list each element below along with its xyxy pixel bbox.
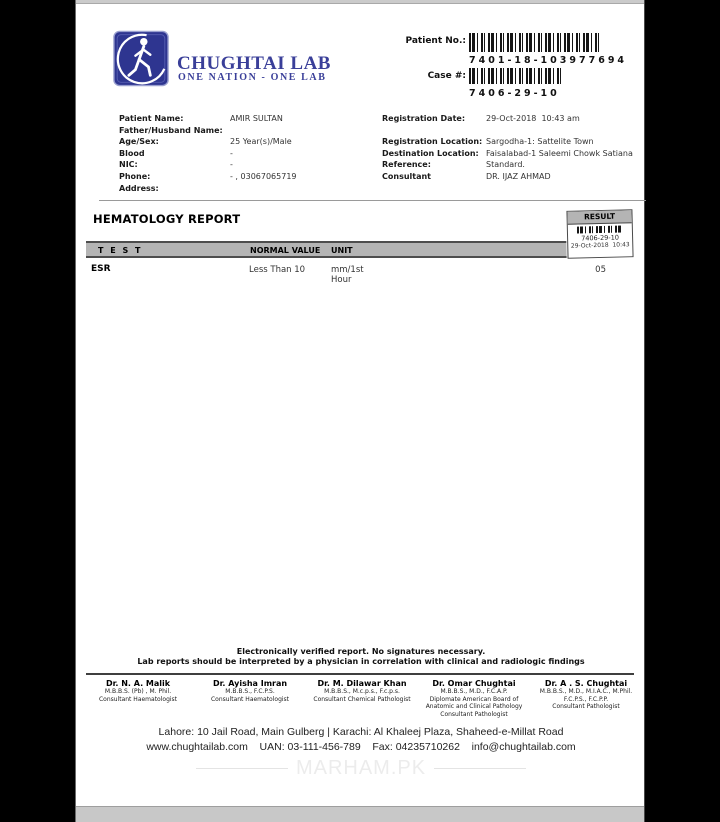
verified-note-line1: Electronically verified report. No signatures necessary. bbox=[236, 647, 486, 656]
info-row bbox=[119, 114, 379, 126]
doctor-credential: Consultant Chemical Pathologist bbox=[313, 695, 411, 703]
doctor-credential: Consultant Haematologist bbox=[98, 695, 178, 703]
watermark bbox=[76, 757, 646, 780]
brand-tagline: ONE NATION - ONE LAB bbox=[178, 72, 327, 83]
field-label: NIC: bbox=[119, 160, 138, 170]
field-value: DR. IJAZ AHMAD bbox=[486, 171, 551, 181]
field-value: Sargodha-1: Sattelite Town bbox=[486, 137, 594, 147]
doctor-name: Dr. M. Dilawar Khan bbox=[317, 679, 407, 688]
doctor-credential: M.B.B.S., M.c.p.s., F.c.p.s. bbox=[324, 688, 400, 695]
walking-man-icon bbox=[113, 30, 169, 87]
footer-divider bbox=[86, 673, 634, 675]
case-no-label: Case #: bbox=[427, 71, 466, 81]
doctor-name: Dr. Omar Chughtai bbox=[432, 679, 516, 688]
doctor-name: Dr. N. A. Malik bbox=[105, 679, 171, 688]
doctor-credential: Anatomic and Clinical Pathology bbox=[425, 703, 523, 711]
doctor-credential: M.B.B.S., M.D., F.C.A.P. bbox=[440, 688, 508, 695]
info-row bbox=[119, 126, 379, 138]
result-sticker-barcode bbox=[577, 225, 623, 233]
doctor-block bbox=[420, 679, 528, 718]
brand-name: CHUGHTAI LAB bbox=[177, 53, 331, 74]
info-row bbox=[382, 160, 644, 172]
lab-contact-line: www.chughtailab.com UAN: 03-111-456-789 Fax: 04235710262 info@chughtailab.com bbox=[146, 741, 576, 753]
info-row bbox=[119, 184, 379, 196]
doctor-name: Dr. A . S. Chughtai bbox=[544, 679, 628, 688]
column-header-normal-value: NORMAL VALUE bbox=[250, 246, 321, 255]
patient-no-barcode bbox=[469, 33, 601, 52]
test-unit: mm/1st Hour bbox=[331, 265, 364, 285]
verified-note-line2: Lab reports should be interpreted by a physician in correlation with clinical and radiologic findings bbox=[137, 657, 585, 666]
column-header-test: T E S T bbox=[98, 246, 143, 255]
info-row bbox=[382, 126, 644, 138]
test-name: ESR bbox=[91, 264, 111, 274]
info-row bbox=[382, 114, 644, 126]
scan-edge-bottom bbox=[76, 806, 644, 822]
case-no-barcode bbox=[469, 68, 561, 84]
info-row bbox=[119, 172, 379, 184]
doctor-credential: Consultant Haematologist bbox=[210, 695, 290, 703]
doctor-credential: F.C.P.S., F.C.P.P. bbox=[563, 695, 609, 703]
field-label: Destination Location: bbox=[382, 148, 479, 158]
info-row bbox=[119, 149, 379, 161]
field-value: - , 03067065719 bbox=[230, 171, 297, 181]
doctor-credential: Consultant Pathologist bbox=[552, 703, 620, 711]
doctor-block bbox=[532, 679, 640, 718]
patient-no-value: 7401-18-103977694 bbox=[469, 55, 628, 66]
field-value: 29-Oct-2018 10:43 am bbox=[486, 114, 580, 123]
doctor-block bbox=[84, 679, 192, 718]
lab-report-document bbox=[75, 0, 645, 822]
section-divider bbox=[99, 200, 646, 201]
case-no-value: 7406-29-10 bbox=[469, 88, 560, 99]
info-row bbox=[119, 137, 379, 149]
result-sticker-datetime: 29-Oct-2018 10:43 bbox=[570, 241, 630, 250]
doctor-credential: M.B.B.S., F.C.P.S. bbox=[225, 688, 275, 695]
info-row bbox=[119, 160, 379, 172]
doctor-credential: Diplomate American Board of bbox=[429, 695, 519, 703]
patient-no-label: Patient No.: bbox=[405, 36, 466, 46]
info-row bbox=[382, 172, 644, 184]
field-label: Registration Date: bbox=[382, 114, 466, 123]
field-label: Blood bbox=[119, 148, 145, 158]
field-label: Phone: bbox=[119, 171, 151, 181]
patient-info-right bbox=[382, 114, 644, 184]
watermark-rule-right bbox=[434, 768, 526, 769]
field-label: Age/Sex: bbox=[119, 137, 159, 147]
field-value: 25 Year(s)/Male bbox=[230, 137, 292, 147]
watermark-text: MARHAM.PK bbox=[295, 757, 427, 779]
field-label: Father/Husband Name: bbox=[119, 125, 223, 135]
field-value: AMIR SULTAN bbox=[230, 114, 283, 123]
field-value: Standard. bbox=[486, 160, 525, 170]
report-title: HEMATOLOGY REPORT bbox=[93, 212, 241, 226]
field-value: Faisalabad-1 Saleemi Chowk Satiana bbox=[486, 148, 633, 158]
doctor-block bbox=[308, 679, 416, 718]
result-sticker-case-no: 7406-29-10 bbox=[581, 233, 620, 243]
result-sticker bbox=[566, 209, 633, 259]
doctor-block bbox=[196, 679, 304, 718]
column-header-unit: UNIT bbox=[331, 246, 353, 255]
doctor-credential: M.B.B.S., M.D., M.I.A.C., M.Phil. bbox=[539, 688, 633, 695]
test-result: 05 bbox=[595, 265, 606, 275]
watermark-rule-left bbox=[196, 768, 288, 769]
field-label: Registration Location: bbox=[382, 137, 483, 147]
field-label: Patient Name: bbox=[119, 114, 184, 123]
doctor-credential: M.B.B.S. (Pb) , M. Phil. bbox=[104, 688, 172, 695]
scan-edge-top bbox=[76, 0, 644, 4]
chughtai-lab-logo bbox=[113, 30, 169, 87]
info-row bbox=[382, 149, 644, 161]
field-value: - bbox=[230, 148, 233, 158]
info-row bbox=[382, 137, 644, 149]
result-sticker-title: RESULT bbox=[567, 210, 631, 225]
field-value: - bbox=[230, 160, 233, 170]
doctor-credential: Consultant Pathologist bbox=[440, 710, 508, 718]
field-label: Address: bbox=[119, 183, 159, 193]
doctor-name: Dr. Ayisha Imran bbox=[212, 679, 288, 688]
field-label: Consultant bbox=[382, 171, 432, 181]
lab-address-line: Lahore: 10 Jail Road, Main Gulberg | Karachi: Al Khaleej Plaza, Shaheed-e-Millat Road bbox=[158, 726, 564, 738]
table-header-bar bbox=[86, 241, 569, 258]
patient-info-left bbox=[119, 114, 379, 195]
field-label: Reference: bbox=[382, 160, 431, 170]
test-normal-value: Less Than 10 bbox=[249, 265, 306, 275]
signatory-doctors bbox=[84, 679, 640, 718]
